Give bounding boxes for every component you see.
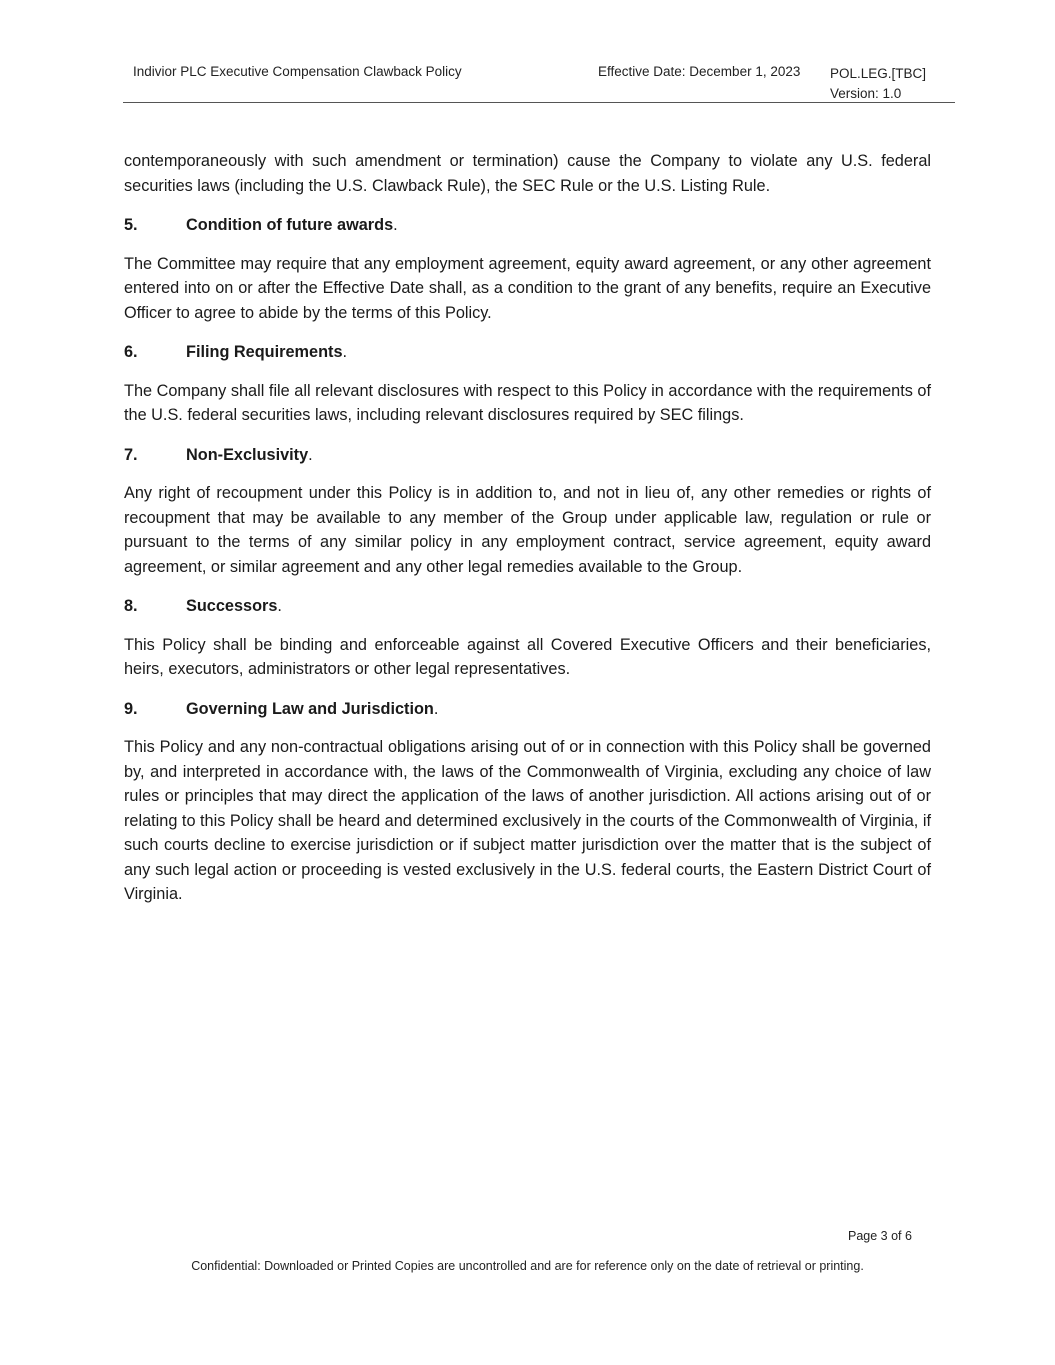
header-policy-code: POL.LEG.[TBC]: [830, 66, 927, 81]
section-number: 5.: [124, 216, 138, 234]
section-title: Filing Requirements: [186, 343, 343, 361]
section-heading-7: 7. Non-Exclusivity.: [124, 443, 931, 468]
section-number: 8.: [124, 597, 138, 615]
page-number: Page 3 of 6: [848, 1229, 912, 1243]
section-number: 6.: [124, 343, 138, 361]
section-title: Governing Law and Jurisdiction: [186, 699, 434, 718]
document-body: [124, 149, 931, 922]
header-document-title: Indivior PLC Executive Compensation Clawback Policy: [133, 64, 462, 79]
section-paragraph-8: This Policy shall be binding and enforceable against all Covered Executive Officers and their beneficiaries, heirs, executors, administrators or other legal representatives.: [124, 635, 931, 678]
intro-paragraph: contemporaneously with such amendment or termination) cause the Company to violate any U.S. federal securities laws (including the U.S. Clawback Rule), the SEC Rule or the U.S. Listing Rule.: [124, 152, 931, 195]
section-heading-6: 6. Filing Requirements.: [124, 340, 931, 365]
section-number: 9.: [124, 699, 138, 718]
section-paragraph-9: This Policy and any non-contractual obligations arising out of or in connection with this Policy shall be governed by, and interpreted in accordance with, the laws of the Commonwealth of Virginia, excluding any choice of law rules or principles that may direct the application of the laws of another jurisdiction. All actions arising out of or relating to this Policy shall be heard and determined exclusively in the courts of the Commonwealth of Virginia, if such courts decline to exercise jurisdiction or if subject matter jurisdiction over the matter that is the subject of any such legal action or proceeding is vested exclusively in the U.S. federal courts, the Eastern District Court of Virginia.: [124, 738, 931, 903]
section-paragraph-5: The Committee may require that any employment agreement, equity award agreement, or any other agreement entered into on or after the Effective Date shall, as a condition to the grant of any benefits, require an Executive Officer to agree to abide by the terms of this Policy.: [124, 254, 931, 322]
section-title: Successors: [186, 597, 278, 615]
section-number: 7.: [124, 445, 138, 464]
section-paragraph-6: The Company shall file all relevant disclosures with respect to this Policy in accordance with the requirements of the U.S. federal securities laws, including relevant disclosures required by SEC filings.: [124, 381, 931, 424]
header-version: Version: 1.0: [830, 86, 902, 101]
header-effective-date: Effective Date: December 1, 2023: [598, 64, 801, 79]
section-heading-9: 9. Governing Law and Jurisdiction.: [124, 697, 931, 722]
confidential-footer: Confidential: Downloaded or Printed Copies are uncontrolled and are for reference only on the date of retrieval or printing.: [191, 1259, 864, 1273]
page-header: [123, 62, 955, 103]
section-heading-5: 5. Condition of future awards.: [124, 213, 931, 238]
section-title: Condition of future awards: [186, 216, 394, 234]
header-policy-info: [830, 64, 926, 104]
section-heading-8: 8. Successors.: [124, 594, 931, 619]
section-paragraph-7: Any right of recoupment under this Policy is in addition to, and not in lieu of, any other remedies or rights of recoupment that may be available to any member of the Group under applicable law, regulation or rule or pursuant to the terms of any similar policy in any employment contract, service agreement, equity award agreement, or similar agreement and any other legal remedies available to the Group.: [124, 484, 931, 576]
section-title: Non-Exclusivity: [186, 445, 309, 464]
